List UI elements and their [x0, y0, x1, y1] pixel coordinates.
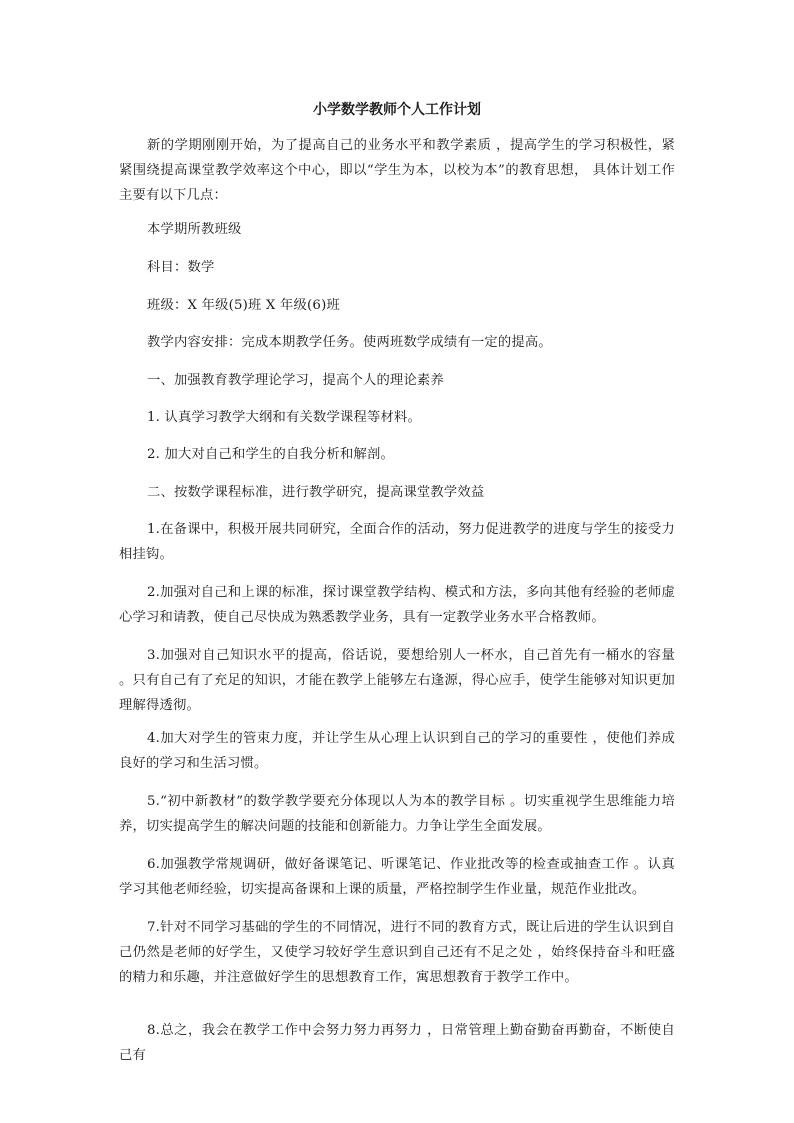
list-item-1-1: 1. 认真学习教学大纲和有关数学课程等材料。	[147, 410, 421, 425]
intro-paragraph: 新的学期刚刚开始，为了提高自己的业务水平和教学素质 ，提高学生的学习积极性，紧紧围绕提高课堂教学效率这个中心，即以“学生为本，以校为本”的教育思想， 具体计划工作主要有以下几点：	[119, 138, 675, 203]
section-heading-1: 一、加强教育教学理论学习，提高个人的理论素养	[147, 373, 444, 388]
list-item-2-1: 1.在备课中，积极开展共同研究，全面合作的活动，努力促进教学的进度与学生的接受力相挂钩。	[119, 522, 675, 562]
list-item-2-5: 5.“初中新教材”的数学教学要充分体现以人为本的教学目标 。切实重视学生思维能力培养，切实提高学生的解决问题的技能和创新能力。力争让学生全面发展。	[119, 794, 675, 834]
section-heading-2: 二、按数学课程标准，进行教学研究，提高课堂教学效益	[147, 485, 485, 500]
paragraph-content-plan: 教学内容安排：完成本期教学任务。使两班数学成绩有一定的提高。	[147, 335, 552, 350]
list-item-2-3: 3.加强对自己知识水平的提高，俗话说，要想给别人一杯水，自己首先有一桶水的容量 。只有自己有了充足的知识，才能在教学上能够左右逢源，得心应手，使学生能够对知识更加理解得透彻。	[119, 648, 675, 713]
paragraph-class-heading: 本学期所教班级	[147, 222, 242, 237]
paragraph-classes: 班级：X 年级(5)班 X 年级(6)班	[147, 298, 340, 313]
list-item-2-7: 7.针对不同学习基础的学生的不同情况，进行不同的教育方式，既让后进的学生认识到自己仍然是老师的好学生，又使学习较好学生意识到自己还有不足之处 ，始终保持奋斗和旺盛的精力和乐趣，并注意做好学生的思想教育工作，寓思想教育于教学工作中。	[119, 920, 675, 985]
paragraph-subject: 科目：数学	[147, 260, 215, 275]
list-item-2-6: 6.加强教学常规调研，做好备课笔记、听课笔记、作业批改等的检查或抽查工作 。认真学习其他老师经验，切实提高备课和上课的质量，严格控制学生作业量，规范作业批改。	[119, 857, 675, 897]
document-title: 小学数学教师个人工作计划	[313, 102, 481, 118]
list-item-2-8: 8.总之，我会在教学工作中会努力努力再努力 ，日常管理上勤奋勤奋再勤奋，不断使自己有	[119, 1023, 675, 1063]
list-item-1-2: 2. 加大对自己和学生的自我分析和解剖。	[147, 447, 394, 462]
list-item-2-4: 4.加大对学生的管束力度，并让学生从心理上认识到自己的学习的重要性 ，使他们养成良好的学习和生活习惯。	[119, 731, 675, 771]
list-item-2-2: 2.加强对自己和上课的标准，探讨课堂教学结构、模式和方法，多向其他有经验的老师虚心学习和请教，使自己尽快成为熟悉教学业务，具有一定教学业务水平合格教师。	[119, 585, 675, 625]
